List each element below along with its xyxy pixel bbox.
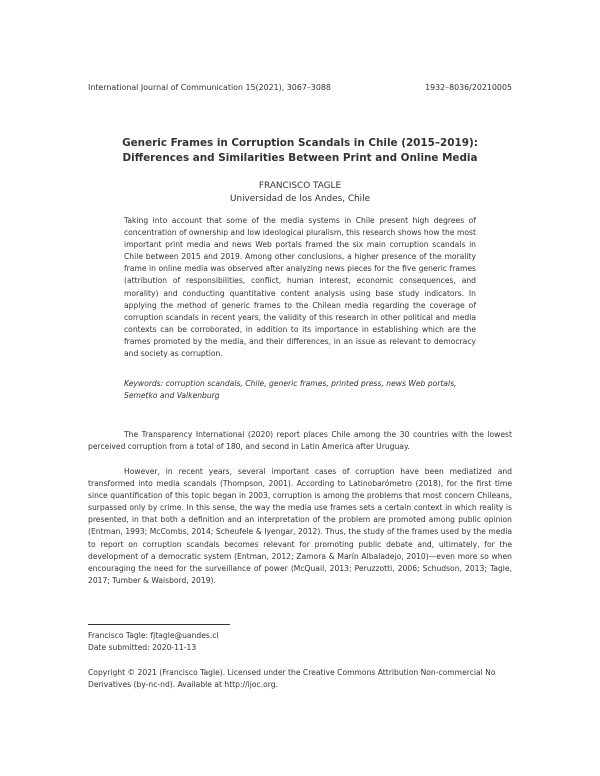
journal-citation: International Journal of Communication 15(2021), 3067–3088 [88,83,331,92]
author-email: Francisco Tagle: fjtagle@uandes.cl [88,631,219,640]
keywords: Keywords: corruption scandals, Chile, generic frames, printed press, news Web portals, Semetko and Valkenburg [124,379,457,401]
issn-number: 1932–8036/20210005 [425,83,512,92]
date-submitted: Date submitted: 2020-11-13 [88,643,197,653]
author-name: FRANCISCO TAGLE [258,181,342,191]
article-title [88,136,512,166]
body-paragraph-2: However, in recent years, several important cases of corruption have been mediatized and transformed into media scandals (Thompson, 2001). According to Latinobarómetro (2018), for the first time since quantification of this topic began in 2003, corruption is among the problems that most concern Chileans, surpassed only by crime. In this sense, the way the media use frames sets a certain context in which reality is presented, in that both a definition and an interpretation of the problem are promoted among public opinion (Entman, 1993; McCombs, 2014; Scheufele & Iyengar, 2012). Thus, the study of the frames used by the media to report on corruption scandals becomes relevant for promoting public debate and, ultimately, for the development of a democratic system (Entman, 2012; Zamora & Marín Albaladejo, 2010)—even more so when encouraging the need for the surveillance of power (McQuail, 2013; Peruzzotti, 2006; Schudson, 2013; Tagle, 2017; Tumber & Waisbord, 2019). [88,467,512,585]
body-paragraph-1: The Transparency International (2020) report places Chile among the 30 countries with the lowest perceived corruption from a total of 180, and second in Latin America after Uruguay. [88,430,512,452]
footnote-divider [88,624,230,625]
abstract: Taking into account that some of the media systems in Chile present high degrees of concentration of ownership and low ideological pluralism, this research shows how the most important print media and news Web portals framed the six main corruption scandals in Chile between 2015 and 2019. Among other conclusions, a higher presence of the morality frame in online media was observed after analyzing news pieces for the five generic frames (attribution of responsibilities, conflict, human interest, economic consequences, and morality) and conducting quantitative content analysis using base study indicators. In applying the method of generic frames to the Chilean media regarding the coverage of corruption scandals in recent years, the validity of this research in other political and media contexts can be corroborated, in addition to its importance in establishing which are the frames promoted by the media, and their differences, in an issue as relevant to democracy and society as corruption. [124,216,476,359]
title-line-2: Differences and Similarities Between Print and Online Media [122,152,478,164]
author-affiliation: Universidad de los Andes, Chile [229,194,371,204]
author-block [88,180,512,206]
copyright-notice: Copyright © 2021 (Francisco Tagle). Licensed under the Creative Commons Attribution Non-commercial No Derivatives (by-nc-nd). Available at http://ijoc.org. [88,668,496,690]
title-line-1: Generic Frames in Corruption Scandals in Chile (2015–2019): [122,137,478,149]
footnote-block [88,630,219,654]
